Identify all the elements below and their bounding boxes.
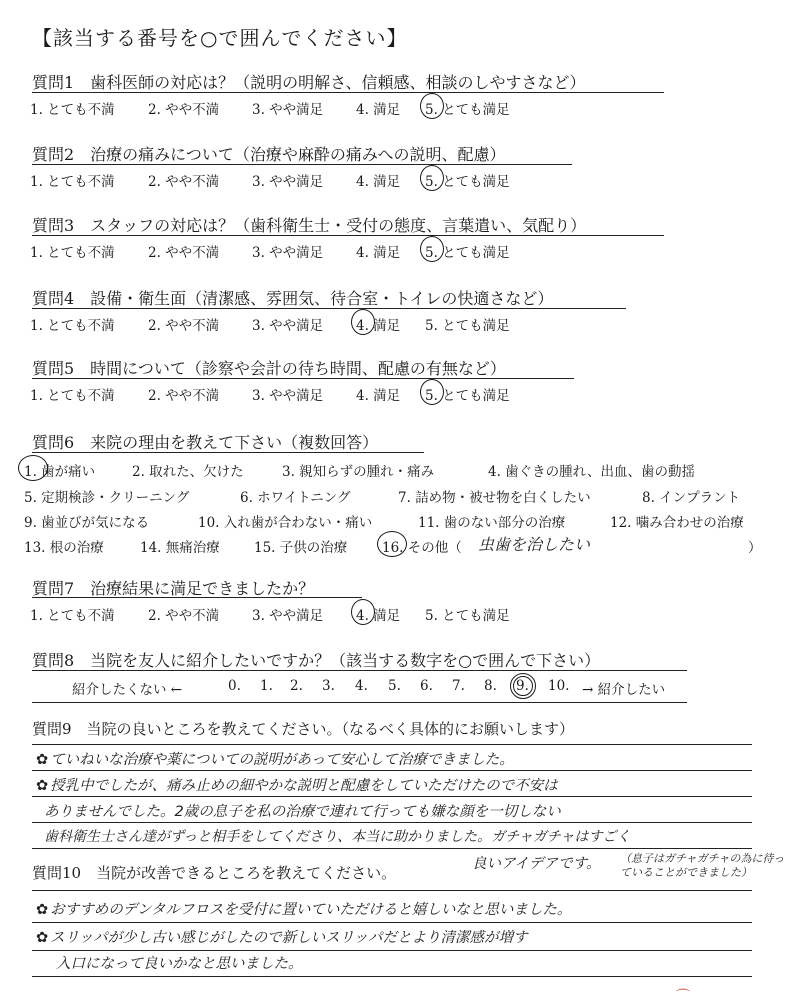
q7-label: 質問7 治療結果に満足できましたか？	[32, 579, 315, 598]
q8-number-7[interactable]: 7.	[452, 678, 465, 694]
q10-line-3	[32, 976, 752, 977]
q8-number-10[interactable]: 10.	[548, 678, 570, 694]
q3-underline	[32, 235, 664, 236]
q3-option-3[interactable]: 3. やや満足	[252, 245, 324, 261]
q5-selection-circle	[420, 379, 444, 405]
q2-label: 質問2 治療の痛みについて（治療や麻酔の痛みへの説明、配慮）	[32, 145, 506, 164]
q8-right-label: → 紹介したい	[582, 682, 666, 698]
q10-line-0	[32, 890, 752, 891]
q9-answer-line-2[interactable]: ✿ 授乳中でしたが、痛み止めの細やかな説明と配慮をしていただけたので不安は	[36, 778, 558, 794]
q5-underline	[32, 378, 574, 379]
q5-option-5[interactable]: 5. とても満足	[425, 388, 510, 404]
q4-selection-circle	[351, 309, 375, 335]
q6-selection-circle-1	[18, 455, 48, 481]
q1-option-5[interactable]: 5. とても満足	[425, 102, 510, 118]
q6-opt-9[interactable]: 9. 歯並びが気になる	[24, 515, 150, 531]
q2-option-2[interactable]: 2. やや不満	[148, 174, 220, 190]
q6-other-text[interactable]: 虫歯を治したい	[478, 535, 591, 554]
q6-label: 質問6 来院の理由を教えて下さい（複数回答）	[32, 433, 379, 452]
q9-label: 質問9 当院の良いところを教えてください。（なるべく具体的にお願いします）	[32, 720, 575, 738]
q5-option-1[interactable]: 1. とても不満	[30, 388, 115, 404]
q6-opt-7[interactable]: 7. 詰め物・被せ物を白くしたい	[398, 490, 591, 506]
q2-underline	[32, 164, 572, 165]
q8-left-label: 紹介したくない ←	[72, 682, 183, 698]
q9-line-1	[32, 770, 752, 771]
q8-number-9[interactable]: 9.	[516, 678, 529, 694]
q4-label: 質問4 設備・衛生面（清潔感、雰囲気、待合室・トイレの快適さなど）	[32, 289, 554, 308]
q10-label: 質問10 当院が改善できるところを教えてください。	[32, 864, 397, 882]
q1-option-3[interactable]: 3. やや満足	[252, 102, 324, 118]
q2-option-1[interactable]: 1. とても不満	[30, 174, 115, 190]
q6-opt-10[interactable]: 10. 入れ歯が合わない・痛い	[198, 515, 373, 531]
q6-opt-12[interactable]: 12. 噛み合わせの治療	[610, 515, 744, 531]
q6-opt-3[interactable]: 3. 親知らずの腫れ・痛み	[282, 464, 435, 480]
q9-answer-extra[interactable]: 良いアイデアです。	[472, 856, 601, 872]
q8-label: 質問8 当院を友人に紹介したいですか？（該当する数字を○で囲んで下さい）	[32, 651, 601, 670]
q6-opt-11[interactable]: 11. 歯のない部分の治療	[418, 515, 566, 531]
q10-answer-line-2[interactable]: ✿ スリッパが少し古い感じがしたので新しいスリッパだとより清潔感が増す	[36, 930, 528, 946]
q8-number-2[interactable]: 2.	[290, 678, 303, 694]
q7-option-2[interactable]: 2. やや不満	[148, 608, 220, 624]
q4-option-4[interactable]: 4. 満足	[356, 318, 401, 334]
q7-option-3[interactable]: 3. やや満足	[252, 608, 324, 624]
q10-line-1	[32, 922, 752, 923]
q7-selection-circle	[351, 599, 375, 625]
q8-number-8[interactable]: 8.	[484, 678, 497, 694]
q10-answer-line-3[interactable]: 入口になって良いかなと思いました。	[56, 956, 303, 972]
q9-answer-note[interactable]: （息子はガチャガチャの為に待っていることができました）	[620, 852, 785, 879]
q3-label: 質問3 スタッフの対応は？（歯科衛生士・受付の態度、言葉遣い、気配り）	[32, 216, 587, 235]
q9-answer-line-3[interactable]: ありませんでした。2歳の息子を私の治療で連れて行っても嫌な顔を一切しない	[44, 804, 561, 820]
q9-line-3	[32, 822, 752, 823]
flower-icon: ✿	[36, 902, 49, 918]
q6-opt-8[interactable]: 8. インプラント	[642, 490, 741, 506]
q4-option-5[interactable]: 5. とても満足	[425, 318, 510, 334]
q2-option-3[interactable]: 3. やや満足	[252, 174, 324, 190]
q6-other-close: ）	[748, 540, 762, 556]
q6-opt-15[interactable]: 15. 子供の治療	[254, 540, 348, 556]
q7-option-1[interactable]: 1. とても不満	[30, 608, 115, 624]
q9-answer-line-1[interactable]: ✿ ていねいな治療や薬についての説明があって安心して治療できました。	[36, 752, 514, 768]
q8-number-6[interactable]: 6.	[420, 678, 433, 694]
q6-underline	[32, 452, 424, 453]
q9-line-0	[32, 744, 752, 745]
q1-label: 質問1 歯科医師の対応は？（説明の明解さ、信頼感、相談のしやすさなど）	[32, 73, 586, 92]
q9-answer-line-4[interactable]: 歯科衛生士さん達がずっと相手をしてくださり、本当に助かりました。ガチャガチャはすごく	[44, 829, 631, 845]
flower-icon: ✿	[36, 930, 49, 946]
q3-selection-circle	[420, 236, 444, 262]
q1-option-2[interactable]: 2. やや不満	[148, 102, 220, 118]
q5-option-4[interactable]: 4. 満足	[356, 388, 401, 404]
q4-underline	[32, 308, 626, 309]
q6-opt-4[interactable]: 4. 歯ぐきの腫れ、出血、歯の動揺	[488, 464, 695, 480]
q3-option-2[interactable]: 2. やや不満	[148, 245, 220, 261]
q8-number-0[interactable]: 0.	[228, 678, 241, 694]
q8-selection-circle-inner	[513, 676, 533, 696]
q1-option-1[interactable]: 1. とても不満	[30, 102, 115, 118]
q3-option-4[interactable]: 4. 満足	[356, 245, 401, 261]
flower-icon: ✿	[36, 778, 49, 794]
q4-option-1[interactable]: 1. とても不満	[30, 318, 115, 334]
q7-option-4[interactable]: 4. 満足	[356, 608, 401, 624]
q1-option-4[interactable]: 4. 満足	[356, 102, 401, 118]
q7-underline	[32, 597, 362, 598]
q5-label: 質問5 時間について（診察や会計の待ち時間、配慮の有無など）	[32, 359, 506, 378]
q4-option-2[interactable]: 2. やや不満	[148, 318, 220, 334]
q6-opt-14[interactable]: 14. 無痛治療	[140, 540, 220, 556]
q8-number-4[interactable]: 4.	[355, 678, 368, 694]
q1-selection-circle	[420, 93, 444, 119]
q8-bottom-rule	[32, 702, 687, 703]
q3-option-1[interactable]: 1. とても不満	[30, 245, 115, 261]
q6-opt-1[interactable]: 1. 歯が痛い	[24, 464, 96, 480]
q9-line-4	[32, 848, 752, 849]
q6-opt-16[interactable]: 16. その他（	[382, 540, 462, 556]
q8-number-3[interactable]: 3.	[322, 678, 335, 694]
q2-option-4[interactable]: 4. 満足	[356, 174, 401, 190]
q2-selection-circle	[420, 165, 444, 191]
q10-answer-line-1[interactable]: ✿ おすすめのデンタルフロスを受付に置いていただけると嬉しいなと思いました。	[36, 902, 572, 918]
flower-icon: ✿	[36, 752, 49, 768]
q4-option-3[interactable]: 3. やや満足	[252, 318, 324, 334]
q8-underline	[32, 670, 687, 671]
q6-selection-circle-16	[377, 531, 407, 557]
q6-opt-13[interactable]: 13. 根の治療	[24, 540, 104, 556]
red-mark: ⌒	[676, 989, 690, 1005]
q7-option-5[interactable]: 5. とても満足	[425, 608, 510, 624]
q6-opt-2[interactable]: 2. 取れた、欠けた	[132, 464, 244, 480]
q5-option-2[interactable]: 2. やや不満	[148, 388, 220, 404]
q6-opt-5[interactable]: 5. 定期検診・クリーニング	[24, 490, 190, 506]
q3-option-5[interactable]: 5. とても満足	[425, 245, 510, 261]
q10-line-2	[32, 950, 752, 951]
q9-line-2	[32, 796, 752, 797]
q8-number-1[interactable]: 1.	[260, 678, 273, 694]
page-title: 【該当する番号を○で囲んでください】	[32, 26, 408, 50]
q5-option-3[interactable]: 3. やや満足	[252, 388, 324, 404]
q2-option-5[interactable]: 5. とても満足	[425, 174, 510, 190]
q6-opt-6[interactable]: 6. ホワイトニング	[240, 490, 351, 506]
q1-underline	[32, 92, 664, 93]
q8-number-5[interactable]: 5.	[388, 678, 401, 694]
